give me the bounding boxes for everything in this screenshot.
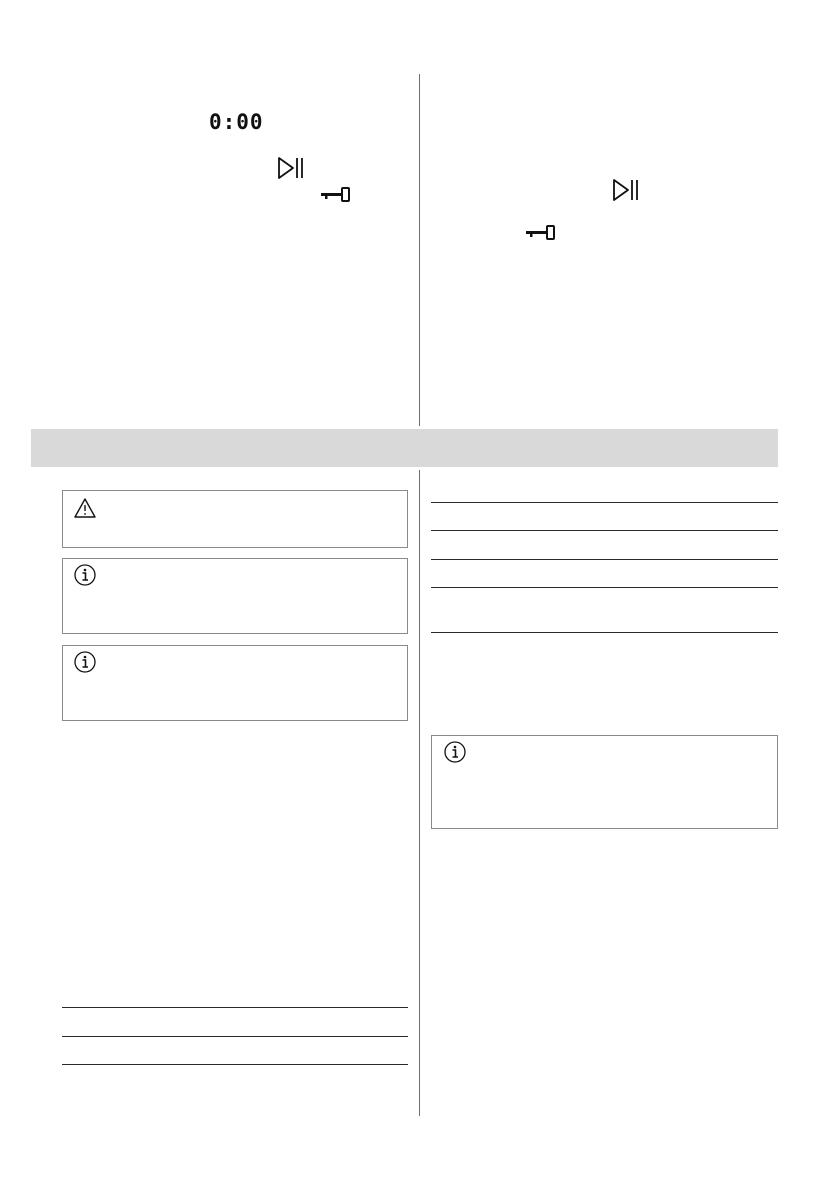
table-rule [431, 530, 778, 531]
start-pause-icon [277, 156, 305, 180]
section-heading-band [31, 429, 778, 467]
table-rule [431, 559, 778, 560]
info-circle-icon [73, 563, 97, 587]
table-rule [62, 1064, 408, 1065]
warning-note-box [62, 490, 408, 548]
key-lock-icon [321, 187, 351, 203]
info-note-box [62, 645, 408, 721]
table-rule [431, 587, 778, 588]
column-divider-lower [419, 470, 420, 1116]
table-rule [431, 502, 778, 503]
table-rule [62, 1007, 408, 1008]
column-divider-upper [419, 74, 420, 426]
warning-triangle-icon [73, 497, 97, 519]
info-note-box [62, 558, 408, 634]
start-pause-icon [612, 178, 640, 202]
table-rule [431, 632, 778, 633]
table-rule [62, 1036, 408, 1037]
info-circle-icon [443, 740, 467, 764]
time-display: 0:00 [209, 110, 264, 134]
info-note-box [431, 735, 778, 829]
key-lock-icon [526, 225, 556, 241]
info-circle-icon [73, 650, 97, 674]
